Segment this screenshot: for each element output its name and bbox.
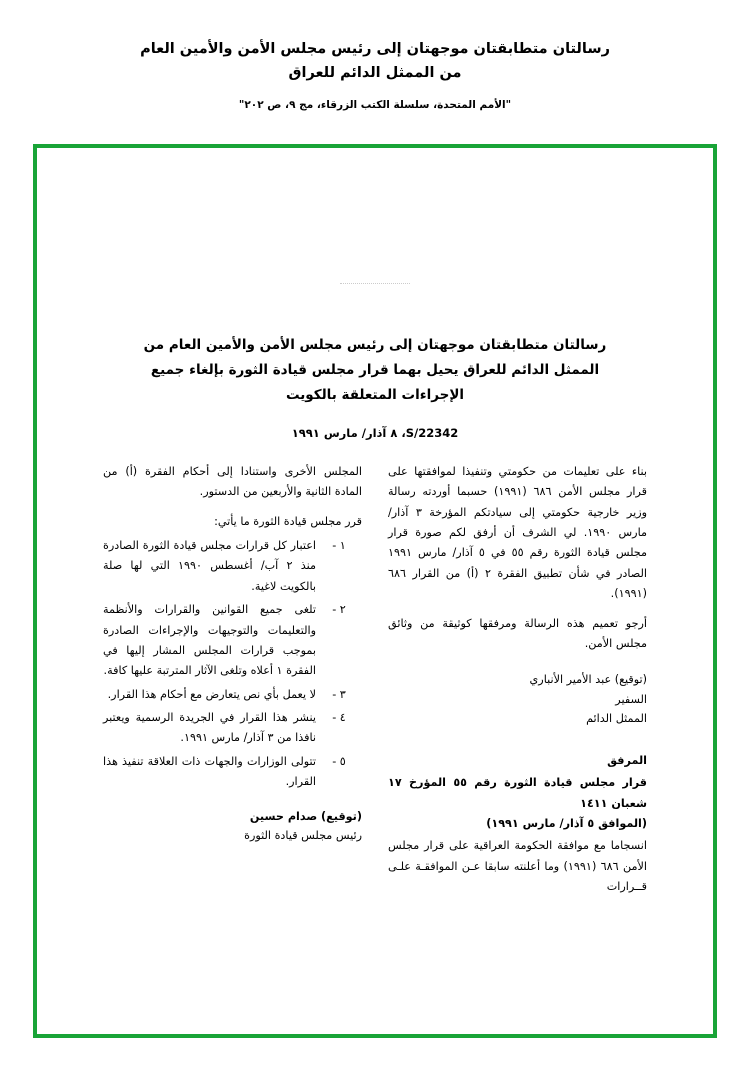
annex-heading: المرفق — [607, 754, 647, 768]
ambassador-signature-line: (توقيع) عبد الأمير الأنباري — [529, 673, 647, 687]
list-item — [103, 536, 362, 597]
letter-paragraph-1: بناء على تعليمات من حكومتي وتنفيذا لموافقتها على قرار مجلس الأمن ٦٨٦ (١٩٩١) حسبما أوردته رسالة وزير خارجية حكومتي إلى سيادتكم المؤرخة ٣ آذار/ مارس ١٩٩٠. لي الشرف أن أرفق لكم صورة قرار مجلس قيادة الثورة رقم ٥٥ في ٥ آذار/ مارس ١٩٩١ الصادر في شأن تطبيق الفقرة ٢ (أ) من القرار ٦٨٦ (١٩٩١). — [388, 464, 648, 601]
president-signature-line: (توقيع) صدام حسين — [249, 809, 362, 823]
president-signature-block — [103, 807, 362, 846]
decorative-rule — [340, 283, 410, 285]
annex-title — [388, 773, 647, 833]
clause-text-5: تتولى الوزارات والجهات ذات العلاقة تنفيذ هذا القرار. — [103, 754, 316, 789]
list-item — [103, 685, 362, 705]
clause-marker-5: ٥ - — [332, 754, 346, 768]
document-title — [117, 333, 633, 408]
annex-title-line-2: (الموافق ٥ آذار/ مارس ١٩٩١) — [486, 816, 647, 830]
header-line-2: من الممثل الدائم للعراق — [288, 64, 462, 81]
decree-lead-in: قرر مجلس قيادة الثورة ما يأتي: — [214, 514, 362, 528]
page-header — [0, 0, 750, 114]
document-symbol-and-date: S/22342، ٨ آذار/ مارس ١٩٩١ — [291, 425, 459, 440]
list-item — [103, 600, 362, 682]
decree-clause-list — [103, 536, 362, 793]
clause-text-1: اعتبار كل قرارات مجلس قيادة الثورة الصادرة منذ ٢ آب/ أغسطس ١٩٩٠ التي لها صلة بالكويت لاغية. — [103, 539, 316, 593]
letter-paragraph-2: أرجو تعميم هذه الرسالة ومرفقها كوثيقة من وثائق مجلس الأمن. — [388, 616, 647, 650]
clause-text-2: تلغى جميع القوانين والقرارات والأنظمة والتعليمات والتوجيهات والإجراءات الصادرة بموجب قرارات المجلس المشار إليها في الفقرة ١ أعلاه وتلغى الآثار المترتبة عليها كافة. — [103, 603, 316, 678]
header-line-1: رسالتان متطابقتان موجهتان إلى رئيس مجلس الأمن والأمين العام — [140, 41, 610, 57]
president-role: رئيس مجلس قيادة الثورة — [244, 829, 362, 843]
two-column-body — [103, 462, 647, 898]
document-title-line-1: رسالتان متطابقتان موجهتان إلى رئيس مجلس الأمن والأمين العام من — [143, 337, 607, 353]
list-item — [103, 752, 362, 793]
left-column — [103, 462, 362, 898]
document-frame — [33, 144, 717, 1038]
document-title-line-3: الإجراءات المتعلقة بالكويت — [285, 386, 465, 403]
document-title-line-2: الممثل الدائم للعراق يحيل بهما قرار مجلس قيادة الثورة بإلغاء جميع — [150, 361, 600, 378]
header-source-citation: "الأمم المتحدة، سلسلة الكتب الزرقاء، مج ٩، ص ٢٠٢" — [238, 98, 512, 111]
annex-body-text: انسجاما مع موافقة الحكومة العراقية على قرار مجلس الأمن ٦٨٦ (١٩٩١) وما أعلنته سابقا عـن الموافقـة علـى قــرارات — [388, 838, 647, 894]
clause-marker-1: ١ - — [332, 539, 346, 553]
annex-title-line-1: قرار مجلس قيادة الثورة رقم ٥٥ المؤرخ ١٧ شعبان ١٤١١ — [388, 776, 648, 810]
ambassador-role-2: الممثل الدائم — [586, 712, 647, 726]
clause-text-3: لا يعمل بأي نص يتعارض مع أحكام هذا القرار. — [107, 687, 316, 701]
clause-marker-2: ٢ - — [332, 603, 346, 617]
clause-text-4: ينشر هذا القرار في الجريدة الرسمية ويعتبر نافذا من ٣ آذار/ مارس ١٩٩١. — [103, 711, 316, 745]
right-column — [388, 462, 647, 898]
clause-marker-4: ٤ - — [332, 711, 346, 725]
list-item — [103, 708, 362, 749]
ambassador-signature-block — [388, 670, 647, 729]
document-sheet — [37, 148, 713, 1034]
clause-marker-3: ٣ - — [332, 687, 346, 701]
ambassador-role-1: السفير — [615, 692, 647, 706]
decree-intro: المجلس الأخرى واستنادا إلى أحكام الفقرة (أ) من المادة الثانية والأربعين من الدستور. — [103, 464, 362, 499]
